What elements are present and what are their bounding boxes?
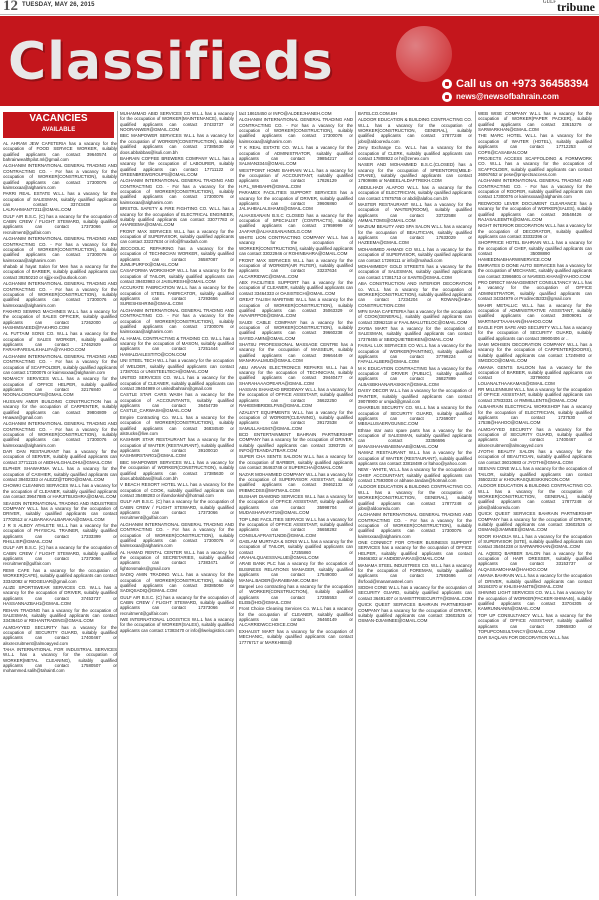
classified-ad: GULF AIR B.S.C. (C) has a vacancy for the occupation of CABIN CREW / FLIGHT STEWARD, suitably qualified applicants can contact 17373066 or recruitment@gulfair.com — [120, 499, 234, 521]
classified-ad: NOMAICY SERVICES W.L.L has a vacancy for the occupation of OFFICE HELPER, suitably qualified applicants can contact 32176840 or NOONALOGROUPS@GMAIL.COM — [3, 376, 117, 398]
ad-column-2 — [120, 111, 234, 634]
masthead-name: tribune — [556, 0, 595, 14]
classified-ad: AZALEYT EQUIPMENTS W.L.L has a vacancy for the occupation of WORKER(CLEANING), suitably qualified applicants can contact 39172538 or SAMULLAH1947@GMAIL.COM — [239, 409, 353, 431]
classified-ad: AL AHRAM JEW CAFETERIA has a vacancy for the occupation of FOOD SERVICE WORKER, suitably qualified applicants can contact 39640574 or bahrainwealthpilot.ml@gmail.com — [3, 141, 117, 163]
classified-ad: V BEACH RESORT HOTEL W.L.L has a vacancy for the occupation of COOK, suitably qualified applicants can contact 35488283 or ifiamdonkish@hotmail.com — [120, 482, 234, 498]
classified-ad: ABDULHADI ALAFOO W.L.L has a vacancy for the occupation of ELECTRICIAN, suitably qualified applicants can contact 17875755 or abdi@alafoo.com.bh — [358, 184, 472, 201]
classified-ad: SEASON INTERNATIONAL TRADING AND INDUSTRIES COMPANY W.L.L has a vacancy for the occupation of DRIVER, suitably qualified applicants can contact 17702512 or ALBARAKAALBARAKA@GMAIL.COM — [3, 500, 117, 522]
section-subtitle: AVAILABLE — [41, 127, 76, 133]
classified-ad: ONE CONNECT FOR OTHER BUSINESS SUPPORT SERVICES has a vacancy for the occupation of OFFICE HELPER, suitably qualified applicants can contact 39466302 or ANDIDEVARAS@GMAIL.COM — [358, 540, 472, 562]
globe-graphic — [396, 26, 452, 82]
classified-ad: DAR DAN RESTAURANT has a vacancy for the occupation of SERVER, suitably qualified applicants can contact 37711115 or ABDHALGHALDHU@GMAIL.COM — [3, 449, 117, 465]
classified-ad: JYOTHI BEAUTY SALON has a vacancy for the occupation of BEAUTICIAN, suitably qualified applicants can contact 36010683 or JYOTHI@GMAIL.COM — [478, 449, 592, 465]
classified-ad: REMI CAFE has a vacancy for the occupation of WORKER(CAFE), suitably qualified applicants can contact 33342082 or RIDGEUAR@gmail.com — [3, 567, 117, 584]
classified-ad: KASHMIR STAR RESTAURANT has a vacancy for the occupation of WAITER (RESTAURANT), suitably qualified applicants can contact 39100010 or KASHMIRSTAR01@GMAIL.COM — [120, 437, 234, 459]
classified-ad: AMANA GENTS SALOON has a vacancy for the occupation of BARBER, suitably qualified applicants can contact 33796002 or LOUANALTHAAKAMAS@GMAIL.COM — [478, 364, 592, 386]
classified-ad: tact 18615450 or INFO@ALDEEJHANEH.COM — [239, 111, 332, 116]
classified-ad: ALIZE SPORTSWEAR SERVICES CO. W.L.L has a vacancy for the occupation of DRIVER, suitably qualified applicants can contact 37453737 or HASSANNAZBAH1@GMAIL.COM — [3, 585, 117, 607]
classified-ad: BBC MANPOWER SERVICES W.L.L has a vacancy for the occupation of WORKER(CONSTRUCTION), suitably qualified applicants can contact 17385630 or doos.abbabbas@lsuli.com.bh — [120, 133, 234, 155]
classified-ad: ABX FACILITIES SUPPORT has a vacancy for the occupation of CLEANER, suitably qualified applicants can contact 33464333 or OASISTECH@GMAIL.COM — [239, 280, 353, 296]
classified-ad: MANAMA STEEL INDUSTRIES CO. W.L.L has a vacancy for the occupation of FOREMAN, suitably qualified applicants can contact 17593696 or ifsrfood@manamasteel.com — [358, 562, 472, 584]
phone-text: Call us on +973 36458394 — [456, 78, 589, 90]
ad-column-3 — [239, 111, 353, 646]
classified-ad: GULF AIR B.S.C. (C) has a vacancy for the occupation of CABIN CREW / FLIGHT STEWARD, suitably qualified applicants can contact 17373066 or recruitment@gulfair.com — [120, 594, 234, 616]
classified-ad: MAHIR METALLIC W.L.L has a vacancy for the occupation of ADMINISTRATIVE ASSISTANT, suitably qualified applicants can contact 38009091 or MARTINATTAAAHAN@HAHOO.COM — [478, 302, 592, 324]
classified-ad: MOHAMMED AHMADI CO W.L.L has a vacancy for the occupation of SUPERVISOR, suitably qualified applicants can contact 17269111 or info@mahadi.com — [358, 246, 472, 263]
classified-ad: REDWOOD LEVER DOCUMENT CLEARANCE has a vacancy for the occupation of WORKER(SALES), suitably qualified applicants can contact 36548426 or RAJASALEEMTK@GMAIL.COM — [478, 200, 592, 222]
classified-ad: AL HAMAL CONTRACTING & TRADING CO. W.L.L has a vacancy for the occupation of MASON, suitably qualified applicants can contact 17251444 or HAMALDAILESTITO@CON.COM — [120, 335, 234, 357]
classified-ad: ALGHANIM INTERNATIONAL GENERAL TRADING AND CONTRACTING CO. - For has a vacancy for the occupation of WORKER(CONSTRUCTION), suitably qualified applicants can contact 17300076 or kaimsxxaa@alghanim.com — [3, 163, 117, 190]
classified-ad: Zeny Exchange Co. W.L.L has a vacancy for the occupation of CLERK, suitably qualified applicants can contact 17808922 or hr@zenex.com — [358, 145, 472, 161]
column-divider — [117, 111, 118, 896]
classified-ad: NEW - WHITE, W.L.L has a vacancy for the occupation of CHIEF ACCOUNTANT, suitably qualified applicants can contact 17593008 or abhase.tandan@hotmail.com — [358, 467, 472, 484]
classified-ad: BUSHAR DIAMOND SERVICES W.L.L has a vacancy for the occupation of OFFICE ASSISTANT, suitably qualified applicants can contact 35998704 or MUDASHARAFAT19@GMAIL.COM — [239, 494, 353, 516]
classified-ad: ACCURATE FABRICATION W.L.L has a vacancy for the occupation of STEEL FABRICATOR, suitably qualified applicants can contact 17293656 or SURESHSHRINI@GMAIL.COM — [120, 285, 234, 307]
classified-ad: NASER AND MOHAMMED B.S.C.(CLOSED) has a vacancy for the occupation of SPEENTORS(MBLE-CRANE), suitably qualified applicants can contact 17809886 or NABEELALDAFTREKH.COM — [358, 162, 472, 184]
classified-ad: ALDOOR EDUCATION & BUILDING CONTRACTING CO. W.L.L has a vacancy for the occupation of WORKER(CONSTRUCTION, GENERAL), suitably qualified applicants can contact 17877248 or jobs@aldooredu.com — [478, 483, 592, 510]
classified-ad: TOP UP CONSULTANCY W.L.L has a vacancy for the occupation of OFFICE ASSISTANT, suitably qualified applicants can contact 33965830 or TOPUPCONSULTANCY@GMAIL.COM — [478, 612, 592, 634]
classified-ad: Empire Contracting Co. W.L.L has a vacancy for the occupation of WORKER(CONSTRUCTION), suitably qualified applicants can contact 36834540 or alstrucks@live.com — [120, 414, 234, 436]
classified-ad: ZAYBA MART has a vacancy for the occupation of SALESMAN, suitably qualified applicants can contact 17378455 or SBIDQUIETBEIKEN@GMAIL.COM — [358, 326, 472, 342]
ad-column-4 — [358, 111, 472, 625]
classified-ad: PRO DIRECT MANAGEMENT CONSULTANCY W.L.L has a vacancy for the occupation of OFFICE ADMINISTRATOR, suitably qualified applicants can contact 34334979 or Prodirect5333@gmail.com — [478, 280, 592, 302]
classified-ad: SHOPPRICE HOTEL BAHRAIN W.L.L has a vacancy for the occupation of CHEF, suitably qualified applicants can contact 35008890 or HAMEEDNABHARWINERVICE.COM — [478, 240, 592, 262]
classified-ad: TOP LINE FACILITIES SERVICE W.L.L has a vacancy for the occupation of OFFICE ASSISTANT, suitably qualified applicants can contact 36658292 or CONSULAFRASTLNDE@GMAIL.COM — [239, 516, 353, 538]
classified-ad: FAISAL LUX SERVICES CO W.L.L has a vacancy for the occupation of WORKER(PAINTING), suitably qualified applicants can contact 37799224 or FAFALLALBERI@GMAIL.COM — [358, 343, 472, 365]
classified-ad: SHATSU PROFESSIONAL MASSAGE CENTRE has a vacancy for the occupation of MASSEUR, suitably qualified applicants can contact 39664449 or MANARAALMUD@GMAIL.COM — [239, 342, 353, 364]
classified-ad: CASTLE STAR CARS WASH has a vacancy for the occupation of ACCOUNTANTS, suitably qualified applicants can contact 36454739 or CASTLE_CARWASH@GMAIL.COM — [120, 392, 234, 414]
page-header — [0, 0, 599, 15]
classified-ad: Ethrae star auto spare parts has a vacancy for the occupation of SALESMAN, suitably qualified applicants can contact 33356696 or BANASHAHABABSNAAB@GMAIL.COM — [358, 427, 472, 449]
classified-ad: SEEVAN CONE W.L.L has a vacancy for the occupation of TAILOR, suitably qualified applicants can contact 35502232 or KHOURASQUESKKINCON.COM — [478, 466, 592, 482]
section-heading — [3, 112, 114, 138]
classified-ad: ALGHANIM INTERNATIONAL GENERAL TRADING AND CONTRACTING CO. - For has a vacancy for the occupation of WORKER(CONSTRUCTION), suitably qualified applicants can contact 17300076 or kaimsxxaa@alghanim.com — [3, 281, 117, 308]
classified-ad: J R S ALBOY ATHLETE W.L.L has a vacancy for the occupation of PHYSICAL TRAINER, suitably qualified applicants can contact 17333399 or RHILLISP@GMAIL.COM — [3, 522, 117, 544]
classified-ad: ALMOAYYED SECURITY has a vacancy for the occupation of SECURITY GUARD, suitably qualified applicants can contact 17400467 or alsxrecruitment@almoayyed.com — [478, 426, 592, 448]
classified-ad: BCD ENTERTAINMENT BAHRAIN PARTNERSHIP COMPANY has a vacancy for the occupation of DRIVER, suitably qualified applicants can contact 3393725 or INFO@TEANDAJTBAR.COM — [239, 432, 353, 454]
classified-ad: JECCOOLIC REPAIRING has a vacancy for the occupation of TECHNICIAN WORKER, suitably qualified applicants can contact 36587087 or JUMLIPURFIX@GMAIL.COM — [120, 245, 234, 267]
classified-ad: WHITE LION CONTRACTING COMPANY W.L.L has a vacancy for the occupation of WORKER(CONSTRUCTION), suitably qualified applicants can contact 33022946 or ROHINBAHRA@GMAIL.COM — [239, 235, 353, 257]
classified-ad: TAHA INTERNATIONAL FOR INDUSTRIAL SERVICES W.L.L has a vacancy for the occupation of WORKER(METAL CLEANING), suitably qualified applicants can contact 17580507 or mohammed.salih@tahaintl.com — [3, 647, 117, 674]
classified-ad: FRONT MAX SERVICES W.L.L has a vacancy for the occupation of WORKER(AIR FILTER), suitably qualified applicants can contact 33237634 or ALCARRIDWC@GMAIL.COM — [239, 257, 353, 279]
classified-ad: RR MILLENNIUM W.L.L has a vacancy for the occupation of OFFICE ASSISTANT, suitably qualified applicants can contact 37833331 or RMMILLENTS@GMAIL.COM — [478, 387, 592, 403]
classified-ad: WEB WISE COMPANY W.L.L has a vacancy for the occupation of WORKER(PAPER PACKER), suitably qualified applicants can contact 33615276 or SARWARKHAN@GMAIL.COM — [478, 111, 592, 133]
classified-ad: ALBAHRAIN ELECTRICAL WORKSHOP has a vacancy for the occupation of ELECTRICIAN, suitably qualified applicants can contact 1737530 or 17538@HAHOO@GMAIL.COM — [478, 404, 592, 426]
classified-ad: CASAFORMA WORKSHOP W.L.L has a vacancy for the occupation of TAILOR, suitably qualified applicants can contact 39403983 or JAISURESH@GMAIL.COM — [120, 268, 234, 284]
classified-ad: MUHAMMAD ABID SERVICES CO W.L.L has a vacancy for the occupation of WORKER(MAINTENANCE), suitably qualified applicants can contact 37433737 or NOORANWER@GMAIL.COM — [120, 111, 234, 133]
classified-ad: ALGHANIM INTERNATIONAL GENERAL TRADING AND CONTRACTING CO. - For has a vacancy for the occupation of WORKER(CONSTRUCTION), suitably qualified applicants can contact 17300076 or kaimsxxaa@alghanim.com — [239, 117, 353, 144]
classified-ad: BATELCO.COM.BH — [358, 111, 397, 116]
classified-ad: SADIQ AMIN TRADING W.L.L has a vacancy for the occupation of WORKER(CONSTRUCTION), suitably qualified applicants can contact 38385050 or SADIQSADIQ@GMAIL.COM — [120, 572, 234, 594]
column-divider — [355, 111, 356, 896]
classified-ad: AL HAMAD RENTAL CENTER W.L.L has a vacancy for the occupation of SECRETARIES, suitably qualified applicants can contact 17383471 or lightonsmaks@gmail.com — [120, 549, 234, 571]
contact-email — [442, 92, 559, 102]
classified-ad: ALDOOR EDUCATION & BUILDING CONTRACTING CO. W.L.L has a vacancy for the occupation of WORKER(CONSTRUCTION, GENERAL), suitably qualified applicants can contact 17877248 or jobs@aldooredu.com — [358, 117, 472, 144]
issue-date: TUESDAY, MAY 26, 2015 — [22, 2, 95, 8]
masthead-logo — [543, 0, 595, 15]
page-number: 12 — [3, 0, 18, 14]
classified-ad: Bargeel Leo contracting has a vacancy for the occupation of WORKER(CONSTRUCTION), suitably qualified applicants can contact 17255553 or ELEB@HO@GMAIL.COM — [239, 583, 353, 605]
classified-ad: MASTER RESTAURANT W.L.L has a vacancy for the occupation of WAITER(ROOM), suitably qualified applicants can contact 33722588 or AMMALTOMS@GMAIL.COM — [358, 201, 472, 223]
classified-ad: IWE INTERNATIONAL LOGISTICS W.L.L has a vacancy for the occupation of WORKER(SALES), suitably qualified applicants can contact 17383470 or info@lwelogistics.com — [120, 617, 234, 633]
classified-ad: ALHASSANAIN B.S.C CLOSED has a vacancy for the occupation of SPECIALIST (CONTRACTS), suitably qualified applicants can contact 17959999 or JAAFAR@ALHASSANAINOLG.COM — [239, 212, 353, 234]
email-icon — [442, 92, 452, 102]
classified-ad: QUICK QUEST SERVICES BAHRAIN PARTNERSHIP COMPANY has a vacancy for the occupation of DRIVER, suitably qualified applicants can contact 33602525 or OSMAN@JIAMNEE@GMAIL.COM — [478, 511, 592, 533]
column-divider — [475, 111, 476, 896]
ad-column-1 — [3, 141, 117, 675]
classified-ad: THE MARC HOTEL W.L.L has a vacancy for the occupation of WAITER (HOTEL), suitably qualified applicants can contact 17712253 or COPS@CASABAN.COM — [478, 133, 592, 155]
classified-ad: ALDOOR EDUCATION & BUILDING CONTRACTING CO. W.L.L has a vacancy for the occupation of WORKER(CONSTRUCTION, GENERAL), suitably qualified applicants can contact 17877248 or jobs@aldooredu.com — [358, 484, 472, 511]
classified-ad: EAGLE FOR SAFE AND SECURITY W.L.L has a vacancy for the occupation of SECURITY GUARD, suitably qualified applicants can contact 39900406 or .. — [478, 325, 592, 341]
banner-title: Classifieds — [8, 32, 334, 92]
classified-ad: NAMAZ RESTAURANT W.L.L has a vacancy for the occupation of WAITER (RESTAURANT), suitably qualified applicants can contact 33818489 or ltahoo@yahoo.com — [358, 450, 472, 466]
classified-ad: NAZAR MOHAMMED COMPANY W.L.L has a vacancy for the occupation of SUPERVISOR ASSISTANT, suitably qualified applicants can contact 39462132 or IRIBMICDSS@MATMAIL.COM — [239, 471, 353, 493]
classified-ad: PROJECTS ACCESS SCAFFOLDING & FORMWORK CO. W.L.L has a vacancy for the occupation of SCAFFOLDER, suitably qualified applicants can contact 36067652 or pese@projectsaccess.com — [478, 155, 592, 177]
classified-ad: ALGHANIM INTERNATIONAL GENERAL TRADING AND CONTRACTING CO. - For has a vacancy for the occupation of WORKER(CONSTRUCTION), suitably qualified applicants can contact 17300076 or kaimsxxaa@alghanim.com — [120, 521, 234, 549]
classified-ad: UNI STEEL TECH W.L.L has a vacancy for the occupation of WELDER, suitably qualified applicants can contact 17387011 or UNISTEELTECH@GMAIL.COM — [120, 358, 234, 374]
classified-ad: ALGHANIM INTERNATIONAL GENERAL TRADING AND CONTRACTING CO. - For has a vacancy for the occupation of WORKER(CONSTRUCTION), suitably qualified applicants can contact 17300076 or kaimsxxaa@alghanim.com — [120, 307, 234, 335]
classified-ad: FRONT MAX SERVICES W.L.L has a vacancy for the occupation of SUPERVISOR, suitably qualified applicants can contact 33237634 or info@fmaxbah.com — [120, 228, 234, 245]
classified-ad: FAKHRO SEWING MACHINES W.L.L has a vacancy for the occupation of SALES OFFICER, suitably qualified applicants can contact 17262000 or HASHIMSAEED@FAKHRO.COM — [3, 308, 117, 330]
classified-ad: SUPER CHA SENTS SALOON W.L.L has a vacancy for the occupation of BARBER, suitably qualified applicants can contact 36463748 or SUPERCHA@GMAIL.COM — [239, 454, 353, 471]
classified-ad: ARAB BANK PLC has a vacancy for the occupation of BUSINESS RELATIONS MANAGER, suitably qualified applicants can contact 17549000 or MANAL.BADER@ARABBANK.COM.BH — [239, 561, 353, 583]
classified-ad: CHOWKI CLEANING SERVICES W.L.L has a vacancy for the occupation of CLEANER, suitably qualified applicants can contact 39647885 or HARJITBUGHRA@GMAIL.COM — [3, 483, 117, 500]
classified-ad: WESTPOINT HOME BAHRAIN W.L.L has a vacancy for the occupation of ACCOUNTANT, suitably qualified applicants can contact 17826129 or H.P.L_WHBAHR@GMAIL.COM — [239, 167, 353, 189]
classified-ad: M K EDUCATION CONTRACTING has a vacancy for the occupation of DRIVER (PUBLIC), suitably qualified applicants can contact 36827899 or ALBASBKHANARASKIKY@GMAIL.COM — [358, 365, 472, 387]
classified-ad: shabab al hayat Salon for Men has a vacancy for the occupation of BARBER, suitably qualified applicants can contact 39250210 or sjjjjx-xx@outlook.com — [3, 264, 117, 280]
classified-ad: GHARBUS SECURITY CO. W.L.L has a vacancy for the occupation of SECURITY GUARD, suitably qualified applicants can contact 17269007 or MBSALUSAERVGUNSC.COM — [358, 405, 472, 427]
classified-ad: ALGHANIM INTERNATIONAL GENERAL TRADING AND CONTRACTING CO. - For has a vacancy for the occupation of ROOFER, suitably qualified applicants can contact 17300076 or kaimsxxaa@alghanim.com — [478, 178, 592, 200]
classified-ad: MFN SANA CAFETERIA has a vacancy for the occupation of COOK(GENERAL), suitably qualified applicants can contact 33962118 or FAALIMALUTELOC@GMAIL.COM — [358, 308, 472, 325]
classified-ad: BBC MANPOWER SERVICES W.L.L has a vacancy for the occupation of WORKER(CONSTRUCTION), suitably qualified applicants can contact 17385630 or doos.abbabbas@lsuli.com.bh — [120, 459, 234, 481]
classified-ad: SAMI MOHSEN DECORATION COMPANY W.L.L has a vacancy for the occupation of CARPENTER(DOORS), suitably qualified applicants can contact 17249493 or SMGDCO@GMAIL.COM — [478, 342, 592, 364]
email-text: news@newsofbahrain.com — [456, 92, 559, 102]
classified-ad: GULF AIR B.S.C. (C) has a vacancy for the occupation of CABIN CREW / FLIGHT STEWARD, suitably qualified applicants can contact 17373066 or recruitment@gulfair.com — [3, 545, 117, 567]
classified-ad: SHINING LIGHT SERVICES CO. W.L.L has a vacancy for the occupation of WORKER(PACKER-SHIMA46), suitably qualified applicants can contact 33704305 or KAMRUNNANIN@GMAIL.COM — [478, 590, 592, 612]
classified-ad: GREAT TALISH MARITIME W.L.L has a vacancy for the occupation of WORKER(CONSTRUCTION), suitably qualified applicants can contact 35063329 or AVAAIRFPOE@GMAIL.COM — [239, 297, 353, 319]
classified-ad: ALGHANIM INTERNATIONAL GENERAL TRADING AND CONTRACTING CO. - For has a vacancy for the occupation of WORKER(CONSTRUCTION), suitably qualified applicants can contact 17300076 or kaimsxxaa@alghanim.com — [120, 178, 234, 205]
classified-ad: SIDDHI CONE W.L.L has a vacancy for the occupation of SECURITY GUARD, suitably qualified applicants can contact 36491407 or SAMSTTRSECURITY@GMAIL.COM — [358, 585, 473, 601]
classified-ad: BAHRAIN COFFEE BREWERS COMPANY W.L.L has a vacancy for the occupation of LABOURER, suitably qualified applicants can contact 17711122 or GREENBREWGROUPS@GMAIL.COM — [120, 155, 234, 177]
classified-ad: AL AQEEQ BARBER SALON has a vacancy for the occupation of HAIR DRESSER, suitably qualified applicants can contact 33153737 or ALQASSAMOHAM@HAHOO.COM — [478, 550, 592, 572]
classified-ad: T K REAL ESTATE CO. W.L.L has a vacancy for the occupation of ADMINISTRATOR, suitably qualified applicants can contact 39854217 or SALMAN3344@GMAIL.COM — [239, 145, 353, 167]
classified-ad: GULF AIR B.S.C. (C) has a vacancy for the occupation of CABIN CREW / FLIGHT STEWARD, suitably qualified applicants can contact 17373066 or recruitment@gulfair.com — [3, 213, 117, 235]
classified-ad: HASSAN SHAHZAD BRIDEWAY W.L.L has a vacancy for the occupation of OFFICE ASSISTANT, suitably qualified applicants can contact 36622250 or RAHEEMBRIDELFNS@GMAIL.COM — [239, 387, 353, 409]
classified-ad: AMANA BAHRAIN W.L.L has a vacancy for the occupation of DRIVER, suitably qualified applicants can contact 36184370 or KHLISHAN4T8@GMAIL.COM — [478, 573, 592, 589]
classified-ad: NOOR KHADIJA W.L.L has a vacancy for the occupation of SUPERVISOR (SITE), suitably qualified applicants can contact 35404238 or SARWARKHAN@GMAIL.COM — [478, 533, 592, 550]
classified-ad: UNITED SERVICES CO. W.L.L has a vacancy for the occupation of CLEANER, suitably qualified applicants can contact 39404989 or unitedbahrain@gmail.com — [120, 375, 234, 391]
classified-ad: ABU ARAAN ELECTRONICS REPAIRS W.L.L has a vacancy for the occupation of TECHNICIAN, suitably qualified applicants can contact 39440477 or SHARAHAAAOPEARA@GMAIL.COM — [239, 364, 353, 386]
classified-ad: AL FUTTAIM SONS CO. W.L.L has a vacancy for the occupation of SALES WORKER, suitably qualified applicants can contact 17462929 or FARAHFARISALKHALIFA@YAHOO.COM — [3, 331, 117, 353]
classified-ad: HUSSAIN AMER BUILDING CONSTRUCTION has a vacancy for the occupation of CARPENTER, suitably qualified applicants can contact 39804809 or Hnawar@gmail.com — [3, 398, 117, 420]
ad-column-5 — [478, 111, 592, 642]
classified-ad: DAR SAQLAIN FOR DECORATION W.L.L has — [478, 635, 569, 641]
classified-ad: ALMOAYYED SECURITY has a vacancy for the occupation of SECURITY GUARD, suitably qualified applicants can contact 17400467 or alsxrecruitment@almoayyed.com — [3, 624, 117, 646]
section-title: VACANCIES — [29, 113, 88, 124]
classified-ad: ALGHANIM INTERNATIONAL GENERAL TRADING AND CONTRACTING CO. - For has a vacancy for the occupation of WORKER(CONSTRUCTION), suitably qualified applicants can contact 17300076 or kaimsxxaa@alghanim.com — [3, 236, 117, 263]
classified-ad: PARRI REAL ESTATE W.L.L has a vacancy for the occupation of SALESMAN, suitably qualified applicants can contact 33743438 or LALRAHMAN77211@GMAIL.COM — [3, 191, 117, 213]
classifieds-banner — [0, 16, 599, 106]
banner-contact — [396, 26, 596, 100]
classified-ad: EXHAUST MART has a vacancy for the occupation of MECHANIC, suitably qualified applicants can contact 17776717 or MARKHIBS@ — [239, 628, 353, 645]
classified-ad: ALGHANIM INTERNATIONAL GENERAL TRADING AND CONTRACTING CO. - For has a vacancy for the occupation of WORKER(CONSTRUCTION), suitably qualified applicants can contact 17300076 or kaimsxxaa@alghanim.com — [358, 512, 472, 539]
classified-ad: EMIRATES D DONE AUTO SERVICES has a vacancy for the occupation of MECHANIC, suitably qualified applicants can contact 33966801 or NAVEED.KHAN@YAHOO.COM — [478, 262, 592, 279]
contact-phone — [442, 78, 588, 90]
classified-ad: MAZIUM BEAUTY AND SPA SALON W.L.L has a vacancy for the occupation of BEAUTICIAN, suitably qualified applicants can contact 17633029 or HAZEEMA@GMAIL.COM — [358, 224, 472, 246]
classified-ad: ABA CONSTRUCTION AND INTERIOR DECORATION co. W.L.L has a vacancy for the occupation of WORKER(CONSTRUCTION), suitably qualified applicants can contact 17234204 or ROWAN@ABA-CONSTRUCTION.COM — [358, 281, 472, 308]
classified-ad: QUICK QUEST SERVICES BAHRAIN PARTNERSHIP COMPANY has a vacancy for the occupation of DRIVER, suitably qualified applicants can contact 33602525 or OSMAN-DJIAMNEE@GMAIL.COM — [358, 602, 472, 624]
classified-ad: ALGHANIM INTERNATIONAL GENERAL TRADING AND CONTRACTING CO. - For has a vacancy for the occupation of WORKER(CONSTRUCTION), suitably qualified applicants can contact 17300076 or kaimsxxaa@alghanim.com — [3, 421, 117, 448]
classified-ad: BRISTOL SAFETY & FIRE FIGHTING CO. W.L.L has a vacancy for the occupation of ELECTRICAL ENGINEER, suitably qualified applicants can contact 33077783 or AHAREEMA@GMAIL.COM — [120, 206, 234, 228]
classified-ad: MOHAMMEDY GOLD STREETS has a vacancy for the occupation of SALESMAN, suitably qualified applicants can contact 17381713 or SANTE@GMAIL.COM — [358, 264, 472, 280]
classified-ad: DAISY DECOR W.L.L has a vacancy for the occupation of PAINTER, suitably qualified applicants can contact 39078900 or umjad@gmail.com — [358, 388, 472, 404]
classified-ad: ALGHANIM INTERNATIONAL GENERAL TRADING AND CONTRACTING CO. - For has a vacancy for the occupation of SCAFFOLDER, suitably qualified applicants can contact 17300076 or kaimsxxaa@alghanim.com — [3, 353, 117, 375]
classified-ad: PARAMEX FACILITIES SUPPORT SERVICES has a vacancy for the occupation of DRIVER, suitably qualified applicants can contact 39606860 or JALIAHBALALSHAMS@GMAIL.COM — [239, 190, 353, 212]
column-divider — [236, 111, 237, 896]
classified-ad: GAELAM MURTAZA & SONS W.L.L has a vacancy for the occupation of TAILOR, suitably qualified applicants can contact 17255860 or ARAHALQUAESSVALUE@GMAIL.COM — [239, 539, 353, 561]
masthead-gulf: GULF — [542, 0, 556, 5]
classified-ad: SAUDI CABLE COMPANY has a vacancy for the occupation of WORKER(CONSTRUCTION), suitably qualified applicants can contact 39660238 or SAYED.AMIN@GMAIL.COM — [239, 319, 353, 341]
classified-ad: REHAN TRADING has a vacancy for the occupation of SALESMAN, suitably qualified applicants can contact 33436410 or REHANTRADING@GMAIL.COM — [3, 607, 117, 624]
classified-ad: NIGHT INTERIOR DECORATION W.L.L has a vacancy for the occupation of DECORATOR, suitably qualified applicants can contact 33332396 or — [478, 223, 592, 240]
phone-icon — [442, 79, 452, 89]
classified-ad: Front Choice Cleaning Services Co. W.L.L has a vacancy for the occupation of CLEANER, suitably qualified applicants can contact 36460149 or ALCARRIDWCCHOICE.COM — [239, 606, 353, 628]
classified-ad: ELPHER SHAWARMA W.L.L has a vacancy for the occupation of CASHIER, suitably qualified applicants can contact 39402333 or ALEZZ@TDRO@GMAIL.COM — [3, 466, 117, 482]
